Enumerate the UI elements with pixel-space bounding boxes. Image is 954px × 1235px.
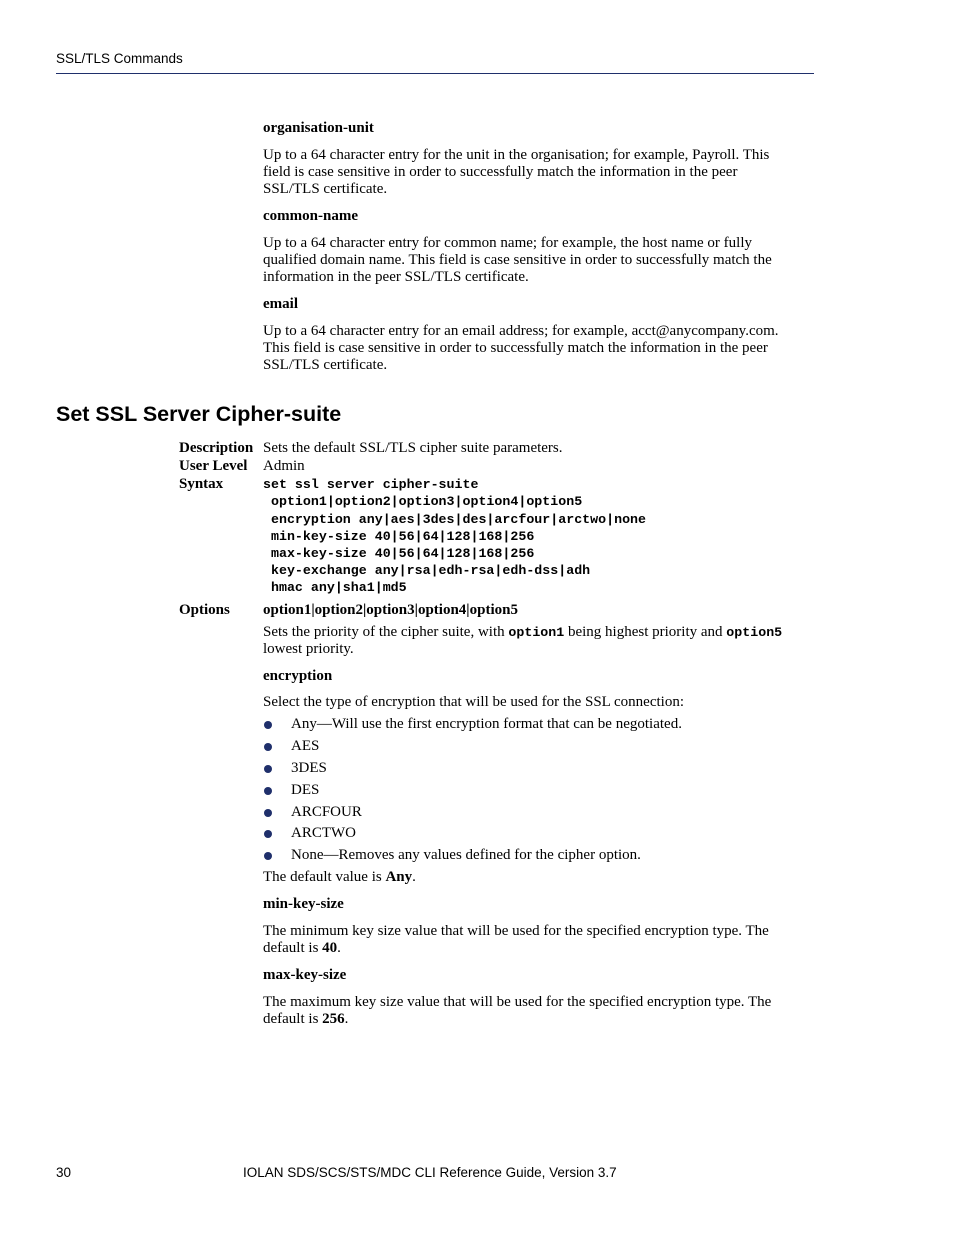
option-priority-desc-line2: lowest priority. bbox=[263, 641, 354, 657]
param-email bbox=[263, 296, 808, 313]
param-term: common-name bbox=[263, 208, 358, 224]
syntax-line: min-key-size 40|56|64|128|168|256 bbox=[263, 529, 535, 544]
desc-line: SSL/TLS certificate. bbox=[263, 357, 388, 373]
default-suffix: . bbox=[344, 1011, 349, 1027]
desc-line: This field is case sensitive in order to successfully match the information in the peer bbox=[263, 340, 768, 356]
default-prefix: The default value is bbox=[263, 869, 386, 885]
desc-line: information in the peer SSL/TLS certificate. bbox=[263, 269, 529, 285]
running-header: SSL/TLS Commands bbox=[56, 51, 183, 66]
list-item-text: None—Removes any values defined for the cipher option. bbox=[291, 847, 641, 863]
section-title: Set SSL Server Cipher-suite bbox=[56, 402, 342, 426]
options-label: Options bbox=[179, 602, 230, 618]
syntax-label: Syntax bbox=[179, 476, 224, 492]
desc-text: being highest priority and bbox=[564, 624, 727, 640]
list-item-text: ARCTWO bbox=[291, 825, 356, 841]
param-description bbox=[263, 323, 808, 374]
default-value: 40 bbox=[322, 940, 338, 956]
param-description bbox=[263, 147, 808, 198]
list-item-text: ARCFOUR bbox=[291, 804, 362, 820]
bullet-icon bbox=[264, 765, 272, 773]
bullet-icon bbox=[264, 830, 272, 838]
param-term: organisation-unit bbox=[263, 120, 374, 136]
bullet-icon bbox=[264, 787, 272, 795]
list-item-text: Any—Will use the first encryption format that can be negotiated. bbox=[291, 716, 682, 732]
code-option5: option5 bbox=[726, 625, 783, 640]
max-key-size-desc: The maximum key size value that will be used for the specified encryption type. The bbox=[263, 994, 772, 1010]
option-priority-term: option1|option2|option3|option4|option5 bbox=[263, 602, 518, 618]
default-suffix: . bbox=[412, 869, 416, 885]
desc-text: Sets the priority of the cipher suite, with bbox=[263, 624, 509, 640]
encryption-term: encryption bbox=[263, 668, 333, 684]
max-key-size-term: max-key-size bbox=[263, 967, 347, 983]
param-organisation-unit bbox=[263, 120, 808, 137]
user-level-value: Admin bbox=[263, 458, 305, 474]
syntax-line: set ssl server cipher-suite bbox=[263, 477, 479, 492]
encryption-default bbox=[263, 869, 416, 886]
min-key-size-desc: The minimum key size value that will be used for the specified encryption type. The bbox=[263, 923, 769, 939]
description-value: Sets the default SSL/TLS cipher suite parameters. bbox=[263, 440, 563, 456]
syntax-line: max-key-size 40|56|64|128|168|256 bbox=[263, 546, 535, 561]
bullet-icon bbox=[264, 809, 272, 817]
desc-line: Up to a 64 character entry for an email address; for example, acct@anycompany.com. bbox=[263, 323, 779, 339]
max-key-size-default bbox=[263, 1011, 348, 1028]
footer-doc-title: IOLAN SDS/SCS/STS/MDC CLI Reference Guide, Version 3.7 bbox=[243, 1165, 617, 1180]
option-priority-desc bbox=[263, 624, 782, 641]
bullet-icon bbox=[264, 721, 272, 729]
desc-line: Up to a 64 character entry for the unit in the organisation; for example, Payroll. This bbox=[263, 147, 770, 163]
header-rule bbox=[56, 73, 814, 74]
default-value: 256 bbox=[322, 1011, 345, 1027]
syntax-line: hmac any|sha1|md5 bbox=[263, 580, 407, 595]
user-level-label: User Level bbox=[179, 458, 248, 474]
param-common-name bbox=[263, 208, 808, 225]
default-prefix: default is bbox=[263, 1011, 323, 1027]
desc-line: SSL/TLS certificate. bbox=[263, 181, 388, 197]
param-description bbox=[263, 235, 808, 286]
desc-line: qualified domain name. This field is case sensitive in order to successfully match the bbox=[263, 252, 772, 268]
default-value: Any bbox=[385, 869, 413, 885]
syntax-line: key-exchange any|rsa|edh-rsa|edh-dss|adh bbox=[263, 563, 591, 578]
min-key-size-term: min-key-size bbox=[263, 896, 344, 912]
code-option1: option1 bbox=[508, 625, 565, 640]
bullet-icon bbox=[264, 743, 272, 751]
syntax-line: option1|option2|option3|option4|option5 bbox=[263, 494, 583, 509]
param-term: email bbox=[263, 296, 298, 312]
default-prefix: default is bbox=[263, 940, 323, 956]
description-label: Description bbox=[179, 440, 254, 456]
desc-line: Up to a 64 character entry for common name; for example, the host name or fully bbox=[263, 235, 752, 251]
bullet-icon bbox=[264, 852, 272, 860]
encryption-intro: Select the type of encryption that will be used for the SSL connection: bbox=[263, 694, 685, 710]
default-suffix: . bbox=[337, 940, 341, 956]
list-item-text: DES bbox=[291, 782, 320, 798]
list-item-text: 3DES bbox=[291, 760, 327, 776]
syntax-line: encryption any|aes|3des|des|arcfour|arctwo|none bbox=[263, 512, 647, 527]
desc-line: field is case sensitive in order to successfully match the information in the peer bbox=[263, 164, 738, 180]
page-number: 30 bbox=[56, 1165, 72, 1180]
list-item-text: AES bbox=[291, 738, 320, 754]
min-key-size-default bbox=[263, 940, 341, 957]
